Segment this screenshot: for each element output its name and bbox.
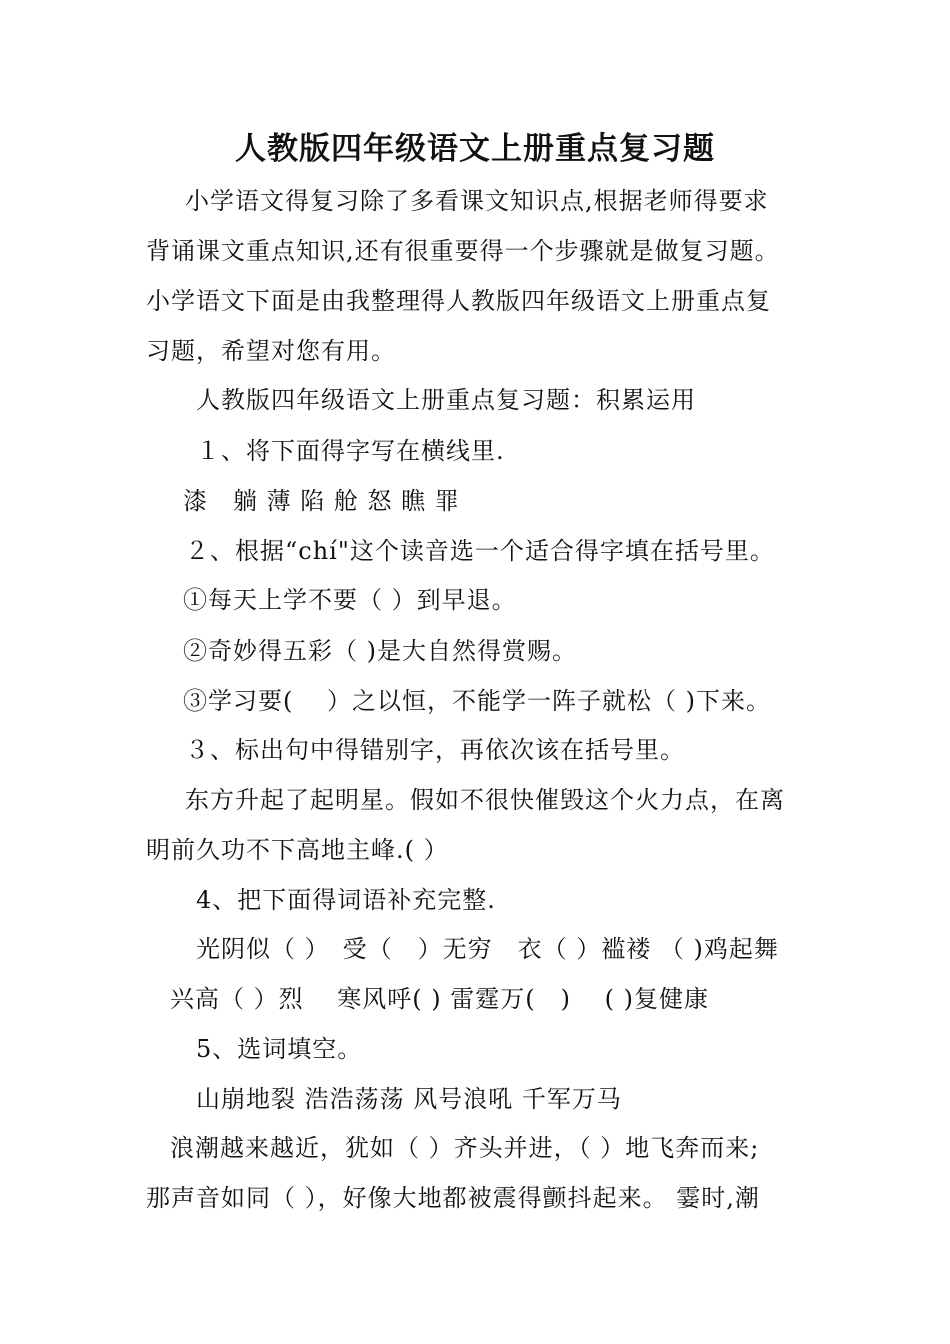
question-5-heading: 5、选词填空。 (196, 1035, 363, 1063)
paragraph-line-2: 背诵课文重点知识,还有很重要得一个步骤就是做复习题。 (146, 237, 780, 265)
question-1-characters: 漆 躺 薄 陷 舱 怒 瞧 罪 (183, 487, 460, 515)
question-3-heading: ３、标出句中得错别字，再依次该在括号里。 (185, 736, 685, 764)
question-4-words-line-2: 兴高（ ）烈 寒风呼( ) 雷霆万( ) ( )复健康 (170, 985, 709, 1013)
paragraph-line-3: 小学语文下面是由我整理得人教版四年级语文上册重点复 (146, 287, 771, 315)
question-5-passage-line-2: 那声音如同（ ），好像大地都被震得颤抖起来。 霎时,潮 (146, 1184, 760, 1212)
section-heading: 人教版四年级语文上册重点复习题：积累运用 (196, 386, 696, 414)
question-2-item-1: ①每天上学不要（ ）到早退。 (183, 586, 517, 614)
question-3-sentence-line-2: 明前久功不下高地主峰.( ） (146, 836, 449, 864)
question-5-passage-line-1: 浪潮越来越近，犹如（ ）齐头并进，（ ）地飞奔而来; (170, 1134, 760, 1162)
question-2-item-2: ②奇妙得五彩（ )是大自然得赏赐。 (183, 637, 577, 665)
question-2-item-3: ③学习要( ）之以恒，不能学一阵子就松（ )下来。 (183, 687, 771, 715)
question-2-heading: ２、根据“chí"这个读音选一个适合得字填在括号里。 (185, 537, 775, 565)
question-5-word-choices: 山崩地裂 浩浩荡荡 风号浪吼 千军万马 (196, 1085, 622, 1113)
question-3-sentence-line-1: 东方升起了起明星。假如不很快催毁这个火力点，在离 (185, 786, 785, 814)
paragraph-line-1: 小学语文得复习除了多看课文知识点,根据老师得要求 (185, 187, 769, 215)
question-4-heading: 4、把下面得词语补充完整. (196, 886, 496, 914)
question-1-heading: １、将下面得字写在横线里. (196, 437, 505, 465)
question-4-words-line-1: 光阴似（ ） 受（ ）无穷 衣（ ）褴褛 （ )鸡起舞 (196, 935, 779, 963)
paragraph-line-4: 习题，希望对您有用。 (146, 337, 396, 365)
document-title: 人教版四年级语文上册重点复习题 (235, 131, 715, 167)
